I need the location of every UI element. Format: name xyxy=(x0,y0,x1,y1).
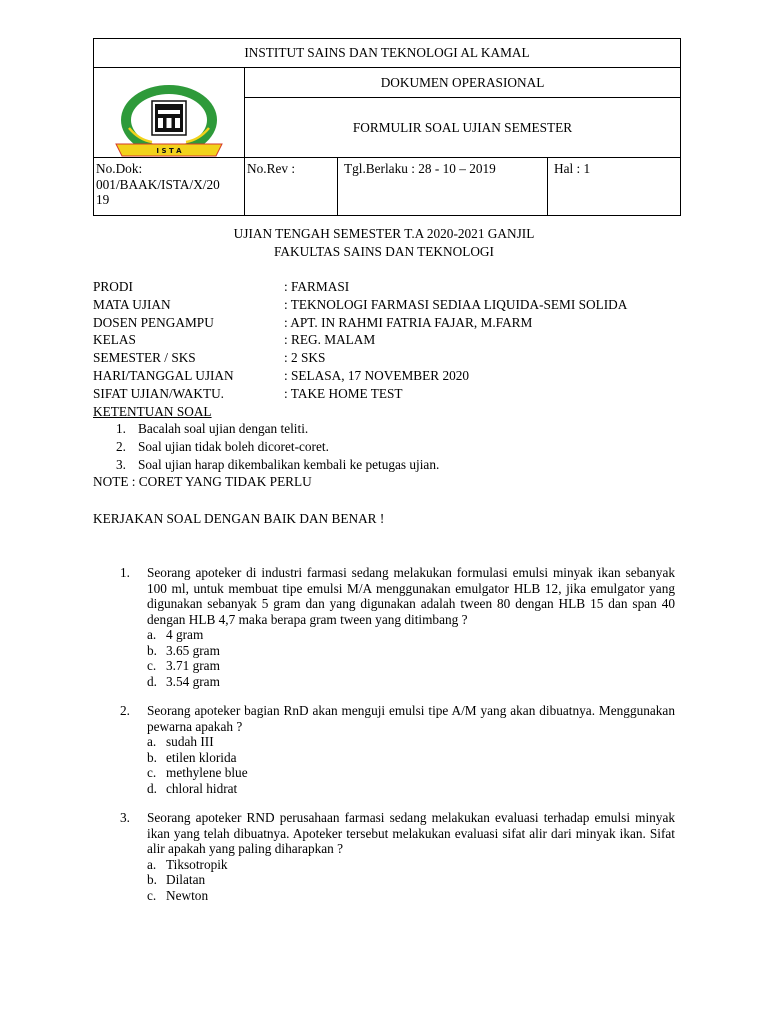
info-label: SEMESTER / SKS xyxy=(93,350,196,365)
faculty-name: FAKULTAS SAINS DAN TEKNOLOGI xyxy=(274,244,494,259)
no-dok-value-line1: 001/BAAK/ISTA/X/20 xyxy=(96,176,220,192)
rule-item: 1. Bacalah soal ujian dengan teliti. xyxy=(116,421,309,436)
logo-banner-text: I S T A xyxy=(156,147,182,155)
question-option: c. methylene blue xyxy=(147,765,248,780)
instruction-text: KERJAKAN SOAL DENGAN BAIK DAN BENAR ! xyxy=(93,511,385,526)
exam-title: UJIAN TENGAH SEMESTER T.A 2020-2021 GANJIL xyxy=(233,226,535,241)
no-dok-cell xyxy=(94,158,245,216)
logo-ring-text: INSTITUT SAINS DAN TEKNOLOGI AL KAMAL xyxy=(115,75,223,113)
info-value: : REG. MALAM xyxy=(284,332,376,347)
question-option: a. 4 gram xyxy=(147,627,204,642)
info-value: : FARMASI xyxy=(284,279,350,294)
logo-cell xyxy=(94,68,245,158)
info-value: : TEKNOLOGI FARMASI SEDIAA LIQUIDA-SEMI SOLIDA xyxy=(284,297,628,312)
question-option: c. 3.71 gram xyxy=(147,658,220,673)
info-value: : APT. IN RAHMI FATRIA FAJAR, M.FARM xyxy=(284,315,533,330)
question-option: d. 3.54 gram xyxy=(147,673,220,689)
question-option: a. sudah III xyxy=(147,734,214,749)
info-label: HARI/TANGGAL UJIAN xyxy=(93,368,234,383)
rules-heading: KETENTUAN SOAL xyxy=(93,404,212,419)
info-value: : 2 SKS xyxy=(284,350,326,365)
question-text: Seorang apoteker di industri farmasi sedang melakukan formulasi emulsi minyak ikan sebanyak 100 ml, untuk membuat tipe emulsi M/A menggunakan emulgator HLB 12, jika emulgator yang digunakan sebanyak 5 gram dan yang digunakan adalah tween 80 dengan HLB 15 dan span 40 dengan HLB 4,7 maka berapa gram tween yang ditimbang ? xyxy=(147,565,675,627)
question-option: b. 3.65 gram xyxy=(147,642,220,658)
question-option: a. Tiksotropik xyxy=(147,856,228,872)
info-label: SIFAT UJIAN/WAKTU. xyxy=(93,386,225,401)
question-option: d. chloral hidrat xyxy=(147,780,238,796)
question xyxy=(120,703,675,796)
question-text: Seorang apoteker bagian RnD akan menguji emulsi tipe A/M yang akan dibuatnya. Menggunakan pewarna apakah ? xyxy=(147,703,675,734)
question-number: 1. xyxy=(120,565,130,580)
note-text: NOTE : CORET YANG TIDAK PERLU xyxy=(93,474,312,489)
institute-logo xyxy=(94,68,245,157)
tgl-berlaku: Tgl.Berlaku : 28 - 10 – 2019 xyxy=(338,158,548,216)
rule-item: 2. Soal ujian tidak boleh dicoret-coret. xyxy=(116,439,329,454)
page-number: Hal : 1 xyxy=(548,158,681,216)
info-value: : TAKE HOME TEST xyxy=(284,386,403,401)
question-option: b. etilen klorida xyxy=(147,749,237,765)
question-number: 3. xyxy=(120,810,130,825)
question-option: b. Dilatan xyxy=(147,872,206,887)
question-text: Seorang apoteker RND perusahaan farmasi sedang melakukan evaluasi terhadap emulsi minyak ikan yang telah dibuatnya. Apoteker tersebut melakukan evaluasi sifat alir dari minyak ikan. Sifat alir apakah yang paling diharapkan ? xyxy=(147,810,675,856)
info-value: : SELASA, 17 NOVEMBER 2020 xyxy=(284,368,470,383)
no-dok-label: No.Dok: xyxy=(96,161,143,176)
rule-item: 3. Soal ujian harap dikembalikan kembali ke petugas ujian. xyxy=(116,457,440,472)
info-label: KELAS xyxy=(93,332,136,347)
rules-list xyxy=(116,421,439,475)
doc-type: DOKUMEN OPERASIONAL xyxy=(245,68,681,98)
form-title: FORMULIR SOAL UJIAN SEMESTER xyxy=(245,98,681,158)
question xyxy=(120,810,675,903)
institute-name: INSTITUT SAINS DAN TEKNOLOGI AL KAMAL xyxy=(94,39,681,68)
info-label: DOSEN PENGAMPU xyxy=(93,315,214,330)
question xyxy=(120,565,675,689)
info-label: PRODI xyxy=(93,279,133,294)
question-number: 2. xyxy=(120,703,130,718)
document-header-table xyxy=(93,38,681,216)
no-rev: No.Rev : xyxy=(245,158,338,216)
no-dok-value-line2: 19 xyxy=(96,192,110,207)
info-label: MATA UJIAN xyxy=(93,297,171,312)
question-option: c. Newton xyxy=(147,887,209,903)
